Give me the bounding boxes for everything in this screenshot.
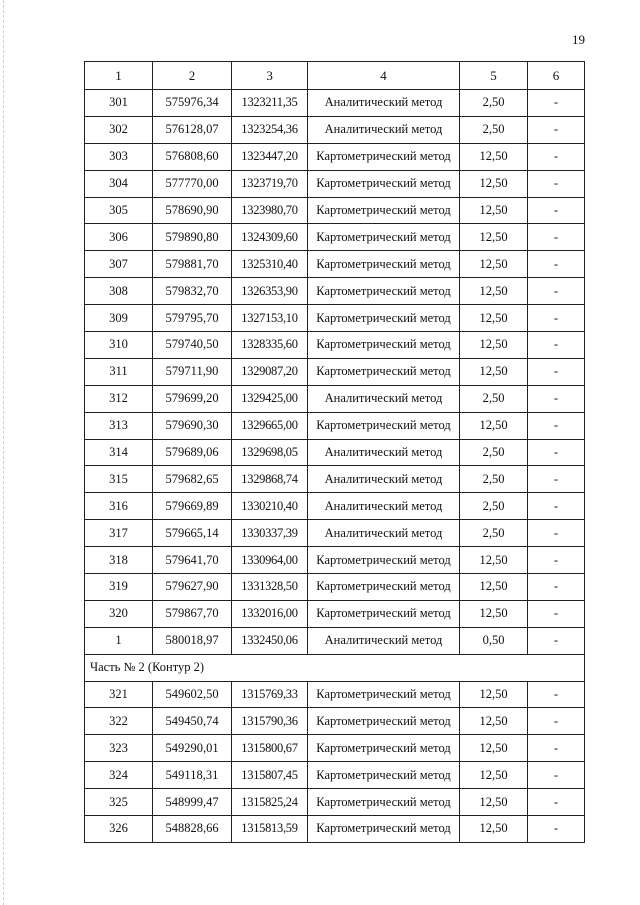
section-label: Часть № 2 (Контур 2) — [85, 654, 585, 681]
cell-x-coordinate: 579881,70 — [153, 251, 232, 278]
cell-x-coordinate: 576128,07 — [153, 116, 232, 143]
cell-accuracy: 12,50 — [460, 574, 528, 601]
cell-y-coordinate: 1315807,45 — [232, 762, 308, 789]
cell-method: Картометрический метод — [308, 574, 460, 601]
cell-accuracy: 2,50 — [460, 385, 528, 412]
cell-point-number: 314 — [85, 439, 153, 466]
table-row — [85, 224, 585, 251]
cell-x-coordinate: 579890,80 — [153, 224, 232, 251]
cell-accuracy: 2,50 — [460, 466, 528, 493]
table-row — [85, 708, 585, 735]
cell-point-number: 319 — [85, 574, 153, 601]
table-row — [85, 681, 585, 708]
cell-accuracy: 12,50 — [460, 789, 528, 816]
header-row — [85, 62, 585, 90]
cell-method: Аналитический метод — [308, 466, 460, 493]
cell-accuracy: 2,50 — [460, 90, 528, 117]
table-row — [85, 547, 585, 574]
cell-y-coordinate: 1315790,36 — [232, 708, 308, 735]
cell-point-number: 307 — [85, 251, 153, 278]
cell-y-coordinate: 1329698,05 — [232, 439, 308, 466]
binding-margin-line — [3, 0, 4, 905]
header-cell-point-number: 1 — [85, 62, 153, 90]
cell-note: - — [528, 789, 585, 816]
cell-y-coordinate: 1323211,35 — [232, 90, 308, 117]
cell-accuracy: 12,50 — [460, 816, 528, 843]
cell-note: - — [528, 681, 585, 708]
cell-point-number: 315 — [85, 466, 153, 493]
cell-y-coordinate: 1327153,10 — [232, 305, 308, 332]
cell-accuracy: 12,50 — [460, 170, 528, 197]
cell-method: Картометрический метод — [308, 600, 460, 627]
cell-y-coordinate: 1330337,39 — [232, 520, 308, 547]
cell-point-number: 325 — [85, 789, 153, 816]
cell-method: Аналитический метод — [308, 493, 460, 520]
table-row — [85, 197, 585, 224]
cell-y-coordinate: 1329087,20 — [232, 358, 308, 385]
cell-note: - — [528, 412, 585, 439]
cell-y-coordinate: 1329425,00 — [232, 385, 308, 412]
table-row — [85, 600, 585, 627]
cell-accuracy: 12,50 — [460, 681, 528, 708]
table-row — [85, 385, 585, 412]
cell-point-number: 304 — [85, 170, 153, 197]
cell-note: - — [528, 708, 585, 735]
table-row — [85, 762, 585, 789]
cell-point-number: 326 — [85, 816, 153, 843]
cell-x-coordinate: 579711,90 — [153, 358, 232, 385]
cell-note: - — [528, 600, 585, 627]
cell-x-coordinate: 549450,74 — [153, 708, 232, 735]
cell-point-number: 313 — [85, 412, 153, 439]
cell-x-coordinate: 579665,14 — [153, 520, 232, 547]
cell-y-coordinate: 1325310,40 — [232, 251, 308, 278]
cell-x-coordinate: 577770,00 — [153, 170, 232, 197]
cell-method: Аналитический метод — [308, 90, 460, 117]
cell-note: - — [528, 305, 585, 332]
cell-method: Картометрический метод — [308, 816, 460, 843]
cell-x-coordinate: 579795,70 — [153, 305, 232, 332]
cell-point-number: 305 — [85, 197, 153, 224]
cell-method: Аналитический метод — [308, 520, 460, 547]
cell-x-coordinate: 579690,30 — [153, 412, 232, 439]
cell-y-coordinate: 1329665,00 — [232, 412, 308, 439]
cell-accuracy: 12,50 — [460, 358, 528, 385]
cell-point-number: 310 — [85, 332, 153, 359]
cell-method: Картометрический метод — [308, 547, 460, 574]
cell-method: Картометрический метод — [308, 762, 460, 789]
cell-x-coordinate: 579689,06 — [153, 439, 232, 466]
cell-accuracy: 12,50 — [460, 224, 528, 251]
cell-method: Картометрический метод — [308, 170, 460, 197]
table-row — [85, 170, 585, 197]
cell-point-number: 320 — [85, 600, 153, 627]
cell-x-coordinate: 579627,90 — [153, 574, 232, 601]
cell-note: - — [528, 439, 585, 466]
cell-x-coordinate: 579669,89 — [153, 493, 232, 520]
cell-accuracy: 12,50 — [460, 143, 528, 170]
cell-x-coordinate: 579867,70 — [153, 600, 232, 627]
cell-y-coordinate: 1329868,74 — [232, 466, 308, 493]
cell-method: Аналитический метод — [308, 116, 460, 143]
table-row — [85, 90, 585, 117]
cell-note: - — [528, 197, 585, 224]
cell-y-coordinate: 1323719,70 — [232, 170, 308, 197]
cell-accuracy: 12,50 — [460, 278, 528, 305]
cell-y-coordinate: 1315813,59 — [232, 816, 308, 843]
cell-method: Картометрический метод — [308, 412, 460, 439]
header-cell-y-coordinate: 3 — [232, 62, 308, 90]
cell-note: - — [528, 278, 585, 305]
cell-method: Картометрический метод — [308, 251, 460, 278]
header-cell-method: 4 — [308, 62, 460, 90]
cell-x-coordinate: 549118,31 — [153, 762, 232, 789]
cell-method: Картометрический метод — [308, 735, 460, 762]
cell-x-coordinate: 549602,50 — [153, 681, 232, 708]
header-cell-note: 6 — [528, 62, 585, 90]
cell-y-coordinate: 1328335,60 — [232, 332, 308, 359]
cell-y-coordinate: 1315825,24 — [232, 789, 308, 816]
cell-x-coordinate: 576808,60 — [153, 143, 232, 170]
table-row — [85, 305, 585, 332]
cell-y-coordinate: 1324309,60 — [232, 224, 308, 251]
cell-note: - — [528, 520, 585, 547]
cell-method: Картометрический метод — [308, 708, 460, 735]
cell-note: - — [528, 143, 585, 170]
table-row — [85, 439, 585, 466]
cell-accuracy: 12,50 — [460, 332, 528, 359]
cell-y-coordinate: 1315769,33 — [232, 681, 308, 708]
cell-method: Картометрический метод — [308, 197, 460, 224]
cell-note: - — [528, 816, 585, 843]
cell-method: Картометрический метод — [308, 789, 460, 816]
cell-note: - — [528, 332, 585, 359]
table-row — [85, 735, 585, 762]
cell-point-number: 1 — [85, 627, 153, 654]
cell-point-number: 317 — [85, 520, 153, 547]
cell-method: Аналитический метод — [308, 385, 460, 412]
cell-note: - — [528, 116, 585, 143]
cell-point-number: 306 — [85, 224, 153, 251]
cell-accuracy: 2,50 — [460, 116, 528, 143]
cell-x-coordinate: 579832,70 — [153, 278, 232, 305]
cell-accuracy: 12,50 — [460, 708, 528, 735]
cell-accuracy: 2,50 — [460, 493, 528, 520]
page-number: 19 — [572, 32, 585, 47]
cell-method: Картометрический метод — [308, 681, 460, 708]
cell-method: Картометрический метод — [308, 305, 460, 332]
cell-y-coordinate: 1330964,00 — [232, 547, 308, 574]
cell-note: - — [528, 224, 585, 251]
cell-accuracy: 12,50 — [460, 197, 528, 224]
table-row — [85, 816, 585, 843]
table-row — [85, 789, 585, 816]
cell-point-number: 321 — [85, 681, 153, 708]
cell-x-coordinate: 549290,01 — [153, 735, 232, 762]
cell-x-coordinate: 579682,65 — [153, 466, 232, 493]
cell-method: Аналитический метод — [308, 627, 460, 654]
table-row — [85, 278, 585, 305]
cell-x-coordinate: 580018,97 — [153, 627, 232, 654]
cell-accuracy: 12,50 — [460, 600, 528, 627]
cell-x-coordinate: 578690,90 — [153, 197, 232, 224]
cell-y-coordinate: 1323254,36 — [232, 116, 308, 143]
cell-method: Картометрический метод — [308, 224, 460, 251]
cell-accuracy: 12,50 — [460, 305, 528, 332]
cell-note: - — [528, 358, 585, 385]
cell-note: - — [528, 735, 585, 762]
cell-x-coordinate: 579641,70 — [153, 547, 232, 574]
cell-x-coordinate: 575976,34 — [153, 90, 232, 117]
cell-method: Картометрический метод — [308, 143, 460, 170]
cell-note: - — [528, 574, 585, 601]
cell-point-number: 311 — [85, 358, 153, 385]
cell-note: - — [528, 627, 585, 654]
table-row — [85, 332, 585, 359]
header-cell-accuracy: 5 — [460, 62, 528, 90]
cell-method: Картометрический метод — [308, 278, 460, 305]
cell-note: - — [528, 762, 585, 789]
cell-note: - — [528, 90, 585, 117]
cell-note: - — [528, 385, 585, 412]
coordinates-table — [84, 61, 585, 843]
cell-note: - — [528, 493, 585, 520]
cell-point-number: 303 — [85, 143, 153, 170]
cell-point-number: 301 — [85, 90, 153, 117]
cell-y-coordinate: 1323980,70 — [232, 197, 308, 224]
cell-accuracy: 2,50 — [460, 520, 528, 547]
cell-y-coordinate: 1332450,06 — [232, 627, 308, 654]
cell-x-coordinate: 548999,47 — [153, 789, 232, 816]
cell-y-coordinate: 1315800,67 — [232, 735, 308, 762]
table-row — [85, 143, 585, 170]
section-row — [85, 654, 585, 681]
cell-point-number: 308 — [85, 278, 153, 305]
table-row — [85, 627, 585, 654]
cell-point-number: 312 — [85, 385, 153, 412]
cell-accuracy: 2,50 — [460, 439, 528, 466]
cell-method: Аналитический метод — [308, 439, 460, 466]
cell-point-number: 302 — [85, 116, 153, 143]
cell-note: - — [528, 547, 585, 574]
cell-accuracy: 0,50 — [460, 627, 528, 654]
cell-method: Картометрический метод — [308, 332, 460, 359]
cell-y-coordinate: 1330210,40 — [232, 493, 308, 520]
table-row — [85, 493, 585, 520]
table-row — [85, 574, 585, 601]
table-row — [85, 412, 585, 439]
cell-y-coordinate: 1323447,20 — [232, 143, 308, 170]
table-row — [85, 466, 585, 493]
table-row — [85, 116, 585, 143]
table-row — [85, 520, 585, 547]
cell-x-coordinate: 548828,66 — [153, 816, 232, 843]
cell-note: - — [528, 466, 585, 493]
cell-point-number: 309 — [85, 305, 153, 332]
cell-y-coordinate: 1326353,90 — [232, 278, 308, 305]
cell-point-number: 316 — [85, 493, 153, 520]
cell-y-coordinate: 1331328,50 — [232, 574, 308, 601]
cell-point-number: 324 — [85, 762, 153, 789]
cell-x-coordinate: 579740,50 — [153, 332, 232, 359]
cell-accuracy: 12,50 — [460, 735, 528, 762]
cell-accuracy: 12,50 — [460, 412, 528, 439]
cell-point-number: 322 — [85, 708, 153, 735]
header-cell-x-coordinate: 2 — [153, 62, 232, 90]
table-row — [85, 358, 585, 385]
cell-point-number: 323 — [85, 735, 153, 762]
cell-note: - — [528, 170, 585, 197]
cell-point-number: 318 — [85, 547, 153, 574]
cell-method: Картометрический метод — [308, 358, 460, 385]
table-row — [85, 251, 585, 278]
cell-y-coordinate: 1332016,00 — [232, 600, 308, 627]
cell-accuracy: 12,50 — [460, 762, 528, 789]
cell-accuracy: 12,50 — [460, 251, 528, 278]
cell-note: - — [528, 251, 585, 278]
cell-accuracy: 12,50 — [460, 547, 528, 574]
cell-x-coordinate: 579699,20 — [153, 385, 232, 412]
